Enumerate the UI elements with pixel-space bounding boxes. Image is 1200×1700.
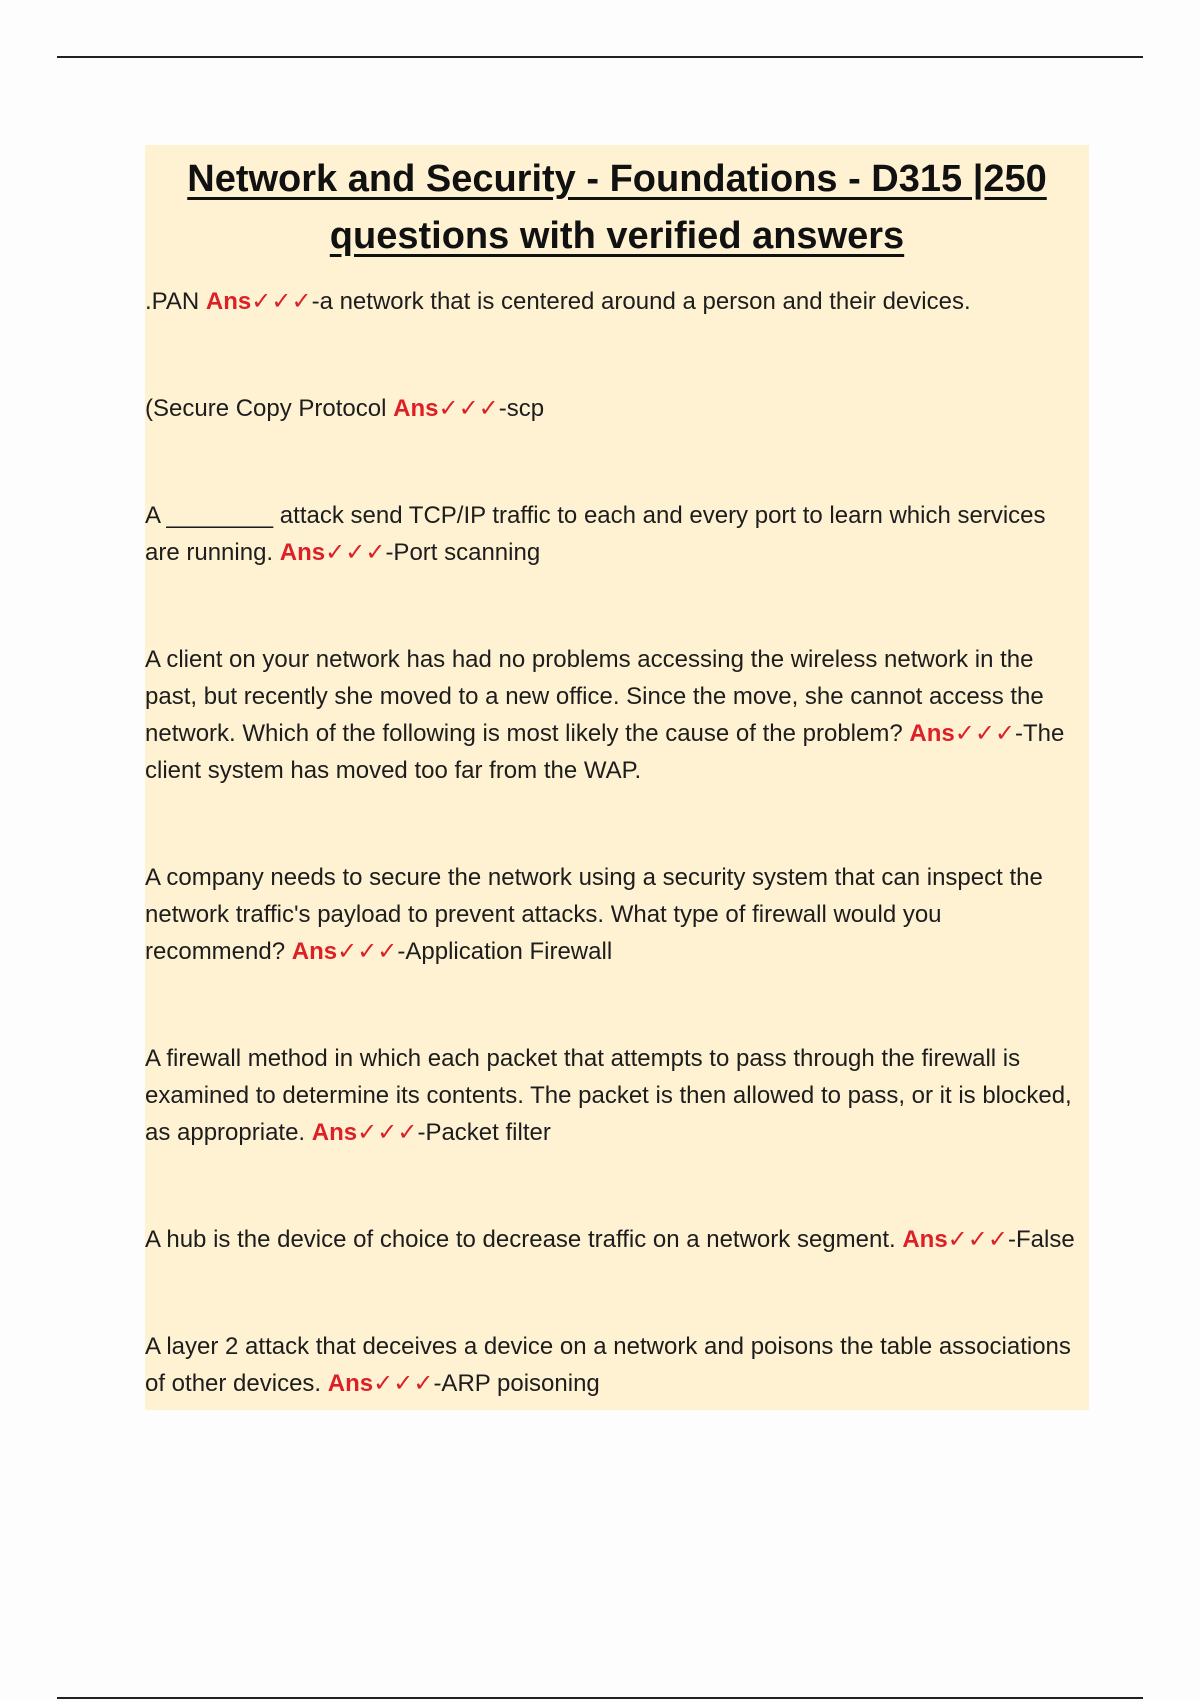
- answer-text: -a network that is centered around a person and their devices.: [311, 288, 971, 315]
- answer-text: -The client system has moved too far from the WAP.: [145, 720, 1065, 784]
- answer-text: -scp: [498, 395, 545, 422]
- answer-text: -False: [1008, 1226, 1075, 1253]
- answer-label: Ans: [205, 288, 252, 315]
- answer-text: -Packet filter: [417, 1119, 551, 1146]
- answer-text: -Port scanning: [385, 539, 541, 566]
- question-text: A hub is the device of choice to decrease traffic on a network segment.: [145, 1226, 903, 1253]
- question-text: A client on your network has had no problems accessing the wireless network in the past, but recently she moved to a new office. Since the move, she cannot access the network. Which of the following is most likely the cause of the problem?: [145, 646, 1044, 747]
- checkmark-icon: ✓✓✓: [373, 1370, 434, 1397]
- question-text: (Secure Copy Protocol: [145, 395, 394, 422]
- qa-item: [145, 390, 1089, 427]
- checkmark-icon: ✓✓✓: [357, 1119, 418, 1146]
- document-body: [145, 145, 1089, 1410]
- qa-item: [145, 641, 1089, 789]
- answer-label: Ans: [902, 1226, 948, 1253]
- question-text: A ________ attack send TCP/IP traffic to each and every port to learn which services are running.: [145, 502, 1046, 566]
- checkmark-icon: ✓✓✓: [325, 539, 386, 566]
- checkmark-icon: ✓✓✓: [251, 288, 312, 315]
- question-text: A firewall method in which each packet that attempts to pass through the firewall is examined to determine its contents. The packet is then allowed to pass, or it is blocked, as appropriate.: [145, 1045, 1072, 1146]
- answer-label: Ans: [909, 720, 955, 747]
- checkmark-icon: ✓✓✓: [337, 938, 398, 965]
- document-title: Network and Security - Foundations - D315 |250 questions with verified answers: [187, 158, 1047, 257]
- answer-label: Ans: [327, 1370, 374, 1397]
- question-text: A layer 2 attack that deceives a device on a network and poisons the table associations of other devices.: [145, 1333, 1071, 1397]
- question-text: .PAN: [145, 288, 206, 315]
- answer-text: -Application Firewall: [397, 938, 613, 965]
- qa-item: [145, 283, 1089, 320]
- qa-item: [145, 1221, 1089, 1258]
- qa-item: [145, 1328, 1089, 1402]
- footer-rule: [57, 1697, 1143, 1699]
- checkmark-icon: ✓✓✓: [947, 1226, 1008, 1253]
- checkmark-icon: ✓✓✓: [954, 720, 1016, 747]
- answer-label: Ans: [291, 938, 338, 965]
- answer-label: Ans: [393, 395, 439, 422]
- answer-label: Ans: [279, 539, 326, 566]
- question-text: A company needs to secure the network using a security system that can inspect the network traffic's payload to prevent attacks. What type of firewall would you recommend?: [145, 864, 1043, 965]
- answer-label: Ans: [311, 1119, 358, 1146]
- checkmark-icon: ✓✓✓: [438, 395, 499, 422]
- qa-item: [145, 497, 1089, 571]
- header-rule: [57, 56, 1143, 58]
- answer-text: -ARP poisoning: [433, 1370, 600, 1397]
- qa-item: [145, 859, 1089, 970]
- qa-item: [145, 1040, 1089, 1151]
